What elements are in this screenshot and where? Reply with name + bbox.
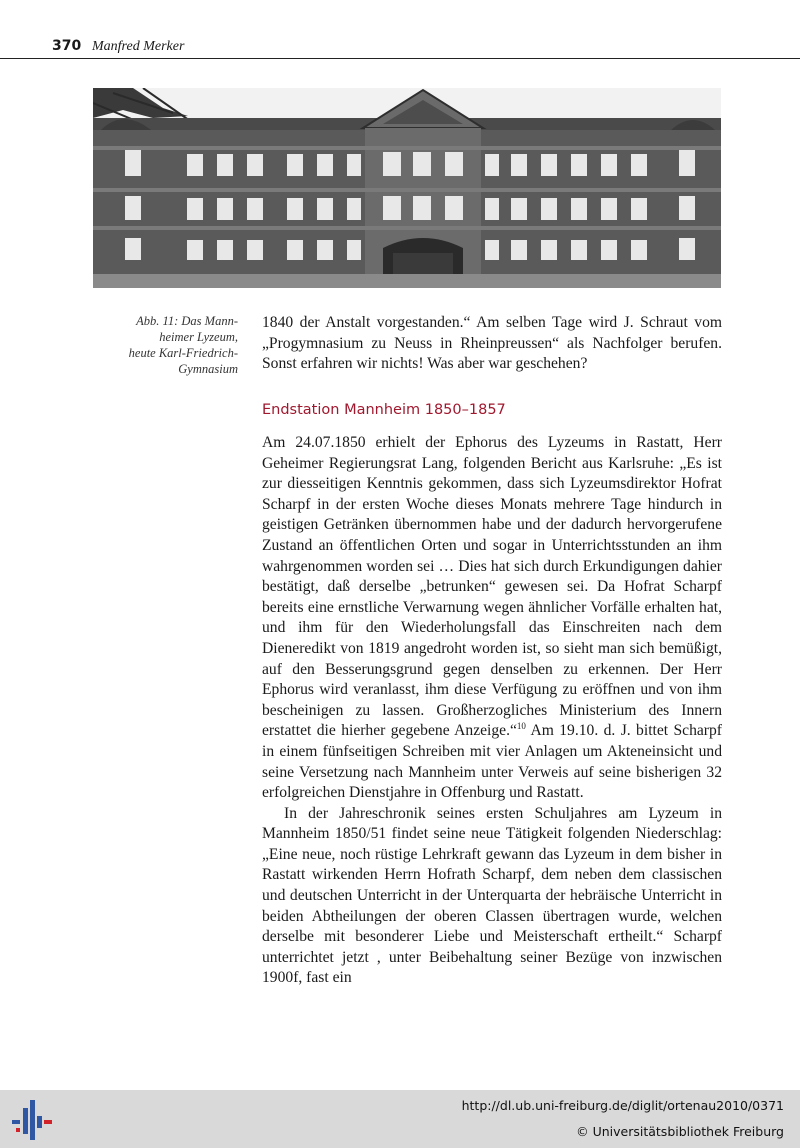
- section-heading: Endstation Mannheim 1850–1857: [262, 402, 506, 418]
- running-head-author: Manfred Merker: [92, 39, 185, 54]
- paragraph-2: In der Jahreschronik seines ersten Schuljahres am Lyzeum in Mannheim 1850/51 findet seine neue Tätigkeit folgenden Niederschlag: „Eine neue, noch rüstige Lehrkraft gewann das Lyzeum in dem bisher in Rastatt wirkenden Herrn Hofrath Scharpf, dem neben dem classischen und deutschen Unterricht in der Unterquarta der hebräische Unterricht in beiden Abtheilungen der oberen Classen übertragen wurde, welchen derselbe mit besonderer Liebe und Meisterschaft ertheilt.“ Scharpf unterrichtet jetzt , unter Beibehaltung seiner Bezüge von inzwischen 1900f, fast ein: [262, 804, 722, 987]
- ub-freiburg-logo-icon: [12, 1098, 52, 1142]
- caption-line: Gymnasium: [178, 362, 238, 376]
- footnote-ref[interactable]: 10: [516, 721, 526, 732]
- building-photo: [93, 88, 721, 288]
- paragraph-1-text: Am 24.07.1850 erhielt der Ephorus des Lyzeums in Rastatt, Herr Geheimer Regierungsrat Lang, folgenden Bericht aus Karlsruhe: „Es ist zur diesseitigen Kenntnis gekommen, dass sich Lyzeumsdirektor Hofrat Scharpf in der ersten Woche dieses Monats mehrere Tage hindurch in geistigen Getränken übernommen habe und der dadurch hervorgerufene Zustand an öffentlichen Orten und sogar in Unterrichtsstunden an ihm wahrgenommen worden sei … Dies hat sich durch Erkundigungen dahier bestätigt, daß derselbe „betrunken“ gewesen sei. Da Hofrat Scharpf bereits eine ernstliche Verwarnung wegen ähnlicher Vorfälle erhalten hat, und ihm für den Wiederholungsfall das Einschreiten nach dem Dieneredikt von 1819 angedroht worden ist, so sieht man sich bemüßigt, auf den Besserungsgrund gegen denselben zu erkennen. Der Herr Ephorus wird veranlasst, ihm diese Verfügung zu eröffnen und von ihm bescheinigen zu lassen. Großherzogliches Ministerium des Innern erstattet die hierher gegebene Anzeige.“: [262, 434, 722, 740]
- paragraph-1: [262, 433, 722, 804]
- footer-url-link[interactable]: http://dl.ub.uni-freiburg.de/diglit/ortenau2010/0371: [461, 1098, 784, 1113]
- running-head: [0, 36, 800, 59]
- figure-caption: [92, 313, 238, 377]
- page-number: 370: [52, 38, 82, 54]
- caption-line: heute Karl-Friedrich-: [128, 346, 238, 360]
- caption-line: heimer Lyzeum,: [159, 330, 238, 344]
- footer-bar: [0, 1090, 800, 1148]
- paragraph-1-continuation: Am 19.10. d. J. bittet Scharpf in einem fünfseitigen Schreiben mit vier Anlagen um Akteneinsicht und seine Versetzung nach Mannheim unter Verweis auf seine bisherigen 32 erfolgreichen Dienstjahre in Offenburg und Rastatt.: [262, 722, 722, 802]
- intro-text: [262, 313, 722, 375]
- intro-paragraph: 1840 der Anstalt vorgestanden.“ Am selben Tage wird J. Schraut vom „Progymnasium zu Neuss in Rheinpreussen“ als Nachfolger berufen. Sonst erfahren wir nichts! Was aber war geschehen?: [262, 314, 722, 373]
- footer-copyright: © Universitätsbibliothek Freiburg: [576, 1124, 784, 1139]
- caption-line: Abb. 11: Das Mann-: [136, 314, 238, 328]
- section-body: [262, 433, 722, 989]
